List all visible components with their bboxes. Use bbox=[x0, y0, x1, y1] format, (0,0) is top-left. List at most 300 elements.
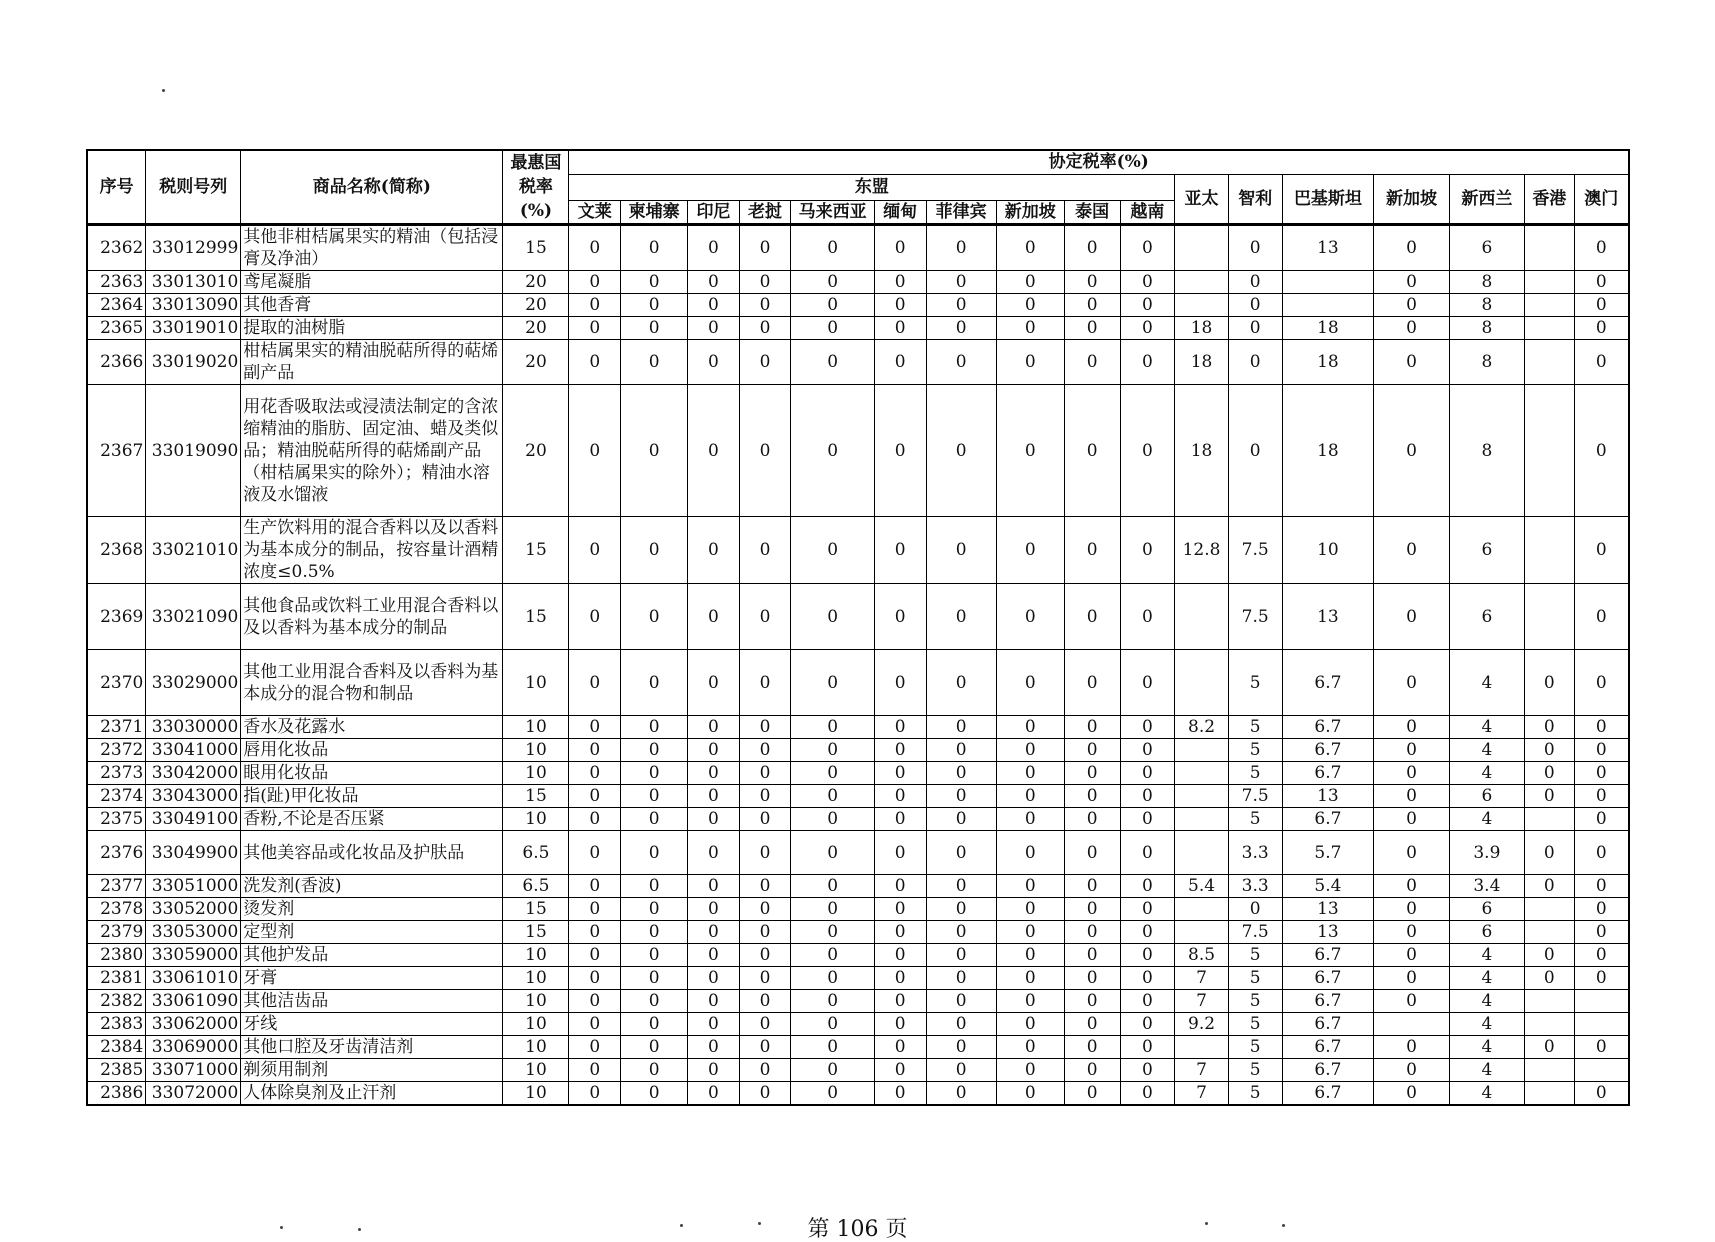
cell-other-rate: 0 bbox=[1574, 967, 1629, 990]
cell-asean-rate: 0 bbox=[1120, 385, 1175, 517]
cell-other-rate: 8 bbox=[1449, 294, 1524, 317]
cell-other-rate: 6 bbox=[1449, 584, 1524, 650]
cell-asean-rate: 0 bbox=[739, 517, 791, 584]
cell-asean-rate: 0 bbox=[791, 967, 875, 990]
cell-other-rate bbox=[1525, 385, 1575, 517]
cell-name: 其他香膏 bbox=[241, 294, 503, 317]
cell-other-rate: 13 bbox=[1282, 225, 1374, 271]
cell-asean-rate: 0 bbox=[874, 967, 926, 990]
cell-other-rate: 0 bbox=[1374, 317, 1449, 340]
cell-asean-rate: 0 bbox=[791, 762, 875, 785]
cell-other-rate: 18 bbox=[1282, 340, 1374, 385]
cell-asean-rate: 0 bbox=[996, 921, 1064, 944]
cell-asean-rate: 0 bbox=[621, 317, 688, 340]
cell-other-rate: 0 bbox=[1525, 831, 1575, 875]
cell-seq: 2385 bbox=[87, 1059, 146, 1082]
cell-other-rate: 0 bbox=[1374, 762, 1449, 785]
cell-other-rate: 0 bbox=[1228, 294, 1282, 317]
cell-asean-rate: 0 bbox=[739, 875, 791, 898]
table-row bbox=[87, 762, 1629, 785]
cell-seq: 2369 bbox=[87, 584, 146, 650]
cell-seq: 2365 bbox=[87, 317, 146, 340]
cell-other-rate: 0 bbox=[1574, 1082, 1629, 1106]
cell-asean-rate: 0 bbox=[569, 831, 621, 875]
cell-code: 33012999 bbox=[146, 225, 241, 271]
table-row bbox=[87, 584, 1629, 650]
cell-other-rate: 5 bbox=[1228, 739, 1282, 762]
cell-asean-rate: 0 bbox=[688, 1059, 740, 1082]
cell-asean-rate: 0 bbox=[996, 517, 1064, 584]
cell-asean-rate: 0 bbox=[874, 294, 926, 317]
cell-seq: 2363 bbox=[87, 271, 146, 294]
cell-asean-rate: 0 bbox=[1120, 650, 1175, 716]
cell-other-rate: 18 bbox=[1175, 340, 1229, 385]
header-asean-country: 柬埔寨 bbox=[621, 201, 688, 225]
cell-asean-rate: 0 bbox=[926, 762, 996, 785]
cell-asean-rate: 0 bbox=[569, 385, 621, 517]
cell-asean-rate: 0 bbox=[621, 967, 688, 990]
cell-asean-rate: 0 bbox=[1120, 1013, 1175, 1036]
cell-other-rate: 0 bbox=[1574, 875, 1629, 898]
cell-other-rate: 0 bbox=[1574, 808, 1629, 831]
cell-name: 定型剂 bbox=[241, 921, 503, 944]
cell-asean-rate: 0 bbox=[926, 340, 996, 385]
cell-mfn: 10 bbox=[503, 716, 569, 739]
cell-asean-rate: 0 bbox=[739, 1082, 791, 1106]
cell-asean-rate: 0 bbox=[874, 875, 926, 898]
table-row bbox=[87, 921, 1629, 944]
cell-asean-rate: 0 bbox=[739, 1059, 791, 1082]
cell-other-rate bbox=[1282, 294, 1374, 317]
cell-other-rate: 7.5 bbox=[1228, 921, 1282, 944]
cell-other-rate bbox=[1574, 1013, 1629, 1036]
cell-other-rate: 0 bbox=[1228, 271, 1282, 294]
cell-asean-rate: 0 bbox=[926, 1036, 996, 1059]
cell-asean-rate: 0 bbox=[739, 921, 791, 944]
cell-asean-rate: 0 bbox=[739, 294, 791, 317]
cell-name: 生产饮料用的混合香料以及以香料为基本成分的制品，按容量计酒精浓度≤0.5% bbox=[241, 517, 503, 584]
cell-asean-rate: 0 bbox=[791, 584, 875, 650]
cell-name: 香粉,不论是否压紧 bbox=[241, 808, 503, 831]
cell-asean-rate: 0 bbox=[1120, 875, 1175, 898]
cell-other-rate: 6.7 bbox=[1282, 716, 1374, 739]
cell-seq: 2378 bbox=[87, 898, 146, 921]
cell-asean-rate: 0 bbox=[739, 271, 791, 294]
cell-asean-rate: 0 bbox=[1064, 650, 1120, 716]
cell-other-rate: 8 bbox=[1449, 317, 1524, 340]
cell-other-rate bbox=[1175, 271, 1229, 294]
cell-mfn: 6.5 bbox=[503, 875, 569, 898]
cell-asean-rate: 0 bbox=[739, 385, 791, 517]
header-mfn bbox=[503, 150, 569, 225]
cell-asean-rate: 0 bbox=[1064, 967, 1120, 990]
cell-other-rate: 5 bbox=[1228, 1059, 1282, 1082]
cell-other-rate: 0 bbox=[1374, 225, 1449, 271]
cell-asean-rate: 0 bbox=[1120, 1059, 1175, 1082]
cell-asean-rate: 0 bbox=[688, 385, 740, 517]
cell-asean-rate: 0 bbox=[569, 716, 621, 739]
cell-asean-rate: 0 bbox=[874, 317, 926, 340]
cell-asean-rate: 0 bbox=[1120, 1082, 1175, 1106]
header-name: 商品名称(简称) bbox=[241, 150, 503, 225]
cell-asean-rate: 0 bbox=[791, 921, 875, 944]
cell-asean-rate: 0 bbox=[688, 967, 740, 990]
cell-other-rate: 4 bbox=[1449, 808, 1524, 831]
cell-other-rate: 5 bbox=[1228, 1036, 1282, 1059]
cell-other-rate: 0 bbox=[1574, 762, 1629, 785]
cell-code: 33021010 bbox=[146, 517, 241, 584]
cell-asean-rate: 0 bbox=[688, 716, 740, 739]
cell-asean-rate: 0 bbox=[688, 271, 740, 294]
cell-asean-rate: 0 bbox=[1064, 762, 1120, 785]
cell-other-rate: 7.5 bbox=[1228, 517, 1282, 584]
table-row bbox=[87, 990, 1629, 1013]
cell-other-rate: 5 bbox=[1228, 808, 1282, 831]
cell-asean-rate: 0 bbox=[739, 1013, 791, 1036]
cell-other-rate: 0 bbox=[1574, 317, 1629, 340]
cell-other-rate: 7 bbox=[1175, 1059, 1229, 1082]
cell-asean-rate: 0 bbox=[569, 967, 621, 990]
table-row bbox=[87, 967, 1629, 990]
cell-name: 其他口腔及牙齿清洁剂 bbox=[241, 1036, 503, 1059]
cell-seq: 2376 bbox=[87, 831, 146, 875]
cell-mfn: 20 bbox=[503, 271, 569, 294]
cell-asean-rate: 0 bbox=[1120, 990, 1175, 1013]
cell-other-rate: 6 bbox=[1449, 785, 1524, 808]
table-row bbox=[87, 1036, 1629, 1059]
header-asean-country: 印尼 bbox=[688, 201, 740, 225]
cell-asean-rate: 0 bbox=[621, 225, 688, 271]
table-row bbox=[87, 785, 1629, 808]
cell-other-rate bbox=[1175, 762, 1229, 785]
cell-asean-rate: 0 bbox=[569, 762, 621, 785]
cell-name: 烫发剂 bbox=[241, 898, 503, 921]
cell-asean-rate: 0 bbox=[1120, 785, 1175, 808]
cell-other-rate: 7.5 bbox=[1228, 584, 1282, 650]
cell-other-rate: 5.4 bbox=[1282, 875, 1374, 898]
header-asean-country: 文莱 bbox=[569, 201, 621, 225]
cell-other-rate: 6.7 bbox=[1282, 967, 1374, 990]
cell-code: 33071000 bbox=[146, 1059, 241, 1082]
cell-asean-rate: 0 bbox=[621, 385, 688, 517]
cell-asean-rate: 0 bbox=[791, 944, 875, 967]
cell-seq: 2380 bbox=[87, 944, 146, 967]
scan-speck bbox=[162, 89, 165, 92]
cell-name: 香水及花露水 bbox=[241, 716, 503, 739]
cell-asean-rate: 0 bbox=[1064, 808, 1120, 831]
cell-name: 其他非柑桔属果实的精油（包括浸膏及净油） bbox=[241, 225, 503, 271]
cell-mfn: 10 bbox=[503, 967, 569, 990]
cell-asean-rate: 0 bbox=[569, 1036, 621, 1059]
cell-seq: 2371 bbox=[87, 716, 146, 739]
cell-asean-rate: 0 bbox=[1064, 898, 1120, 921]
cell-other-rate: 0 bbox=[1374, 271, 1449, 294]
cell-mfn: 10 bbox=[503, 1013, 569, 1036]
cell-other-rate: 6.7 bbox=[1282, 990, 1374, 1013]
cell-asean-rate: 0 bbox=[926, 317, 996, 340]
cell-seq: 2384 bbox=[87, 1036, 146, 1059]
cell-name: 其他食品或饮料工业用混合香料以及以香料为基本成分的制品 bbox=[241, 584, 503, 650]
cell-asean-rate: 0 bbox=[791, 898, 875, 921]
cell-mfn: 6.5 bbox=[503, 831, 569, 875]
cell-other-rate: 3.4 bbox=[1449, 875, 1524, 898]
cell-other-rate bbox=[1175, 808, 1229, 831]
cell-other-rate: 18 bbox=[1175, 385, 1229, 517]
header-asean-country: 菲律宾 bbox=[926, 201, 996, 225]
cell-asean-rate: 0 bbox=[688, 584, 740, 650]
cell-asean-rate: 0 bbox=[874, 1059, 926, 1082]
cell-other-rate: 0 bbox=[1525, 1036, 1575, 1059]
table-row bbox=[87, 898, 1629, 921]
cell-asean-rate: 0 bbox=[874, 716, 926, 739]
cell-code: 33051000 bbox=[146, 875, 241, 898]
cell-mfn: 10 bbox=[503, 1036, 569, 1059]
cell-asean-rate: 0 bbox=[926, 385, 996, 517]
cell-other-rate: 0 bbox=[1374, 1082, 1449, 1106]
cell-asean-rate: 0 bbox=[569, 340, 621, 385]
cell-asean-rate: 0 bbox=[621, 650, 688, 716]
cell-seq: 2375 bbox=[87, 808, 146, 831]
cell-asean-rate: 0 bbox=[569, 317, 621, 340]
cell-other-rate: 6.7 bbox=[1282, 762, 1374, 785]
cell-other-rate: 0 bbox=[1374, 808, 1449, 831]
cell-asean-rate: 0 bbox=[996, 739, 1064, 762]
cell-other-rate: 6.7 bbox=[1282, 1082, 1374, 1106]
cell-asean-rate: 0 bbox=[1120, 898, 1175, 921]
cell-mfn: 15 bbox=[503, 225, 569, 271]
cell-asean-rate: 0 bbox=[996, 808, 1064, 831]
cell-asean-rate: 0 bbox=[569, 944, 621, 967]
cell-asean-rate: 0 bbox=[739, 739, 791, 762]
cell-name: 其他工业用混合香料及以香料为基本成分的混合物和制品 bbox=[241, 650, 503, 716]
cell-asean-rate: 0 bbox=[739, 898, 791, 921]
cell-seq: 2364 bbox=[87, 294, 146, 317]
cell-asean-rate: 0 bbox=[621, 898, 688, 921]
header-asean-country: 缅甸 bbox=[874, 201, 926, 225]
cell-asean-rate: 0 bbox=[739, 584, 791, 650]
cell-other-rate: 0 bbox=[1525, 967, 1575, 990]
cell-other-rate: 0 bbox=[1374, 831, 1449, 875]
cell-other-rate: 8 bbox=[1449, 271, 1524, 294]
cell-other-rate: 0 bbox=[1374, 517, 1449, 584]
cell-asean-rate: 0 bbox=[1064, 875, 1120, 898]
cell-other-rate bbox=[1175, 739, 1229, 762]
cell-asean-rate: 0 bbox=[688, 898, 740, 921]
cell-mfn: 20 bbox=[503, 317, 569, 340]
cell-seq: 2370 bbox=[87, 650, 146, 716]
cell-other-rate bbox=[1175, 921, 1229, 944]
cell-other-rate: 18 bbox=[1282, 385, 1374, 517]
cell-code: 33049100 bbox=[146, 808, 241, 831]
cell-code: 33030000 bbox=[146, 716, 241, 739]
cell-mfn: 10 bbox=[503, 944, 569, 967]
cell-asean-rate: 0 bbox=[791, 716, 875, 739]
cell-seq: 2372 bbox=[87, 739, 146, 762]
cell-asean-rate: 0 bbox=[874, 225, 926, 271]
cell-seq: 2382 bbox=[87, 990, 146, 1013]
cell-asean-rate: 0 bbox=[996, 225, 1064, 271]
cell-asean-rate: 0 bbox=[688, 650, 740, 716]
cell-seq: 2362 bbox=[87, 225, 146, 271]
cell-asean-rate: 0 bbox=[569, 650, 621, 716]
cell-asean-rate: 0 bbox=[1064, 1082, 1120, 1106]
cell-other-rate: 10 bbox=[1282, 517, 1374, 584]
cell-code: 33053000 bbox=[146, 921, 241, 944]
cell-asean-rate: 0 bbox=[874, 584, 926, 650]
cell-asean-rate: 0 bbox=[621, 921, 688, 944]
cell-other-rate: 0 bbox=[1374, 921, 1449, 944]
cell-asean-rate: 0 bbox=[1064, 990, 1120, 1013]
table-row bbox=[87, 340, 1629, 385]
cell-code: 33013010 bbox=[146, 271, 241, 294]
header-asean-country: 老挝 bbox=[739, 201, 791, 225]
cell-asean-rate: 0 bbox=[688, 739, 740, 762]
cell-asean-rate: 0 bbox=[874, 831, 926, 875]
cell-asean-rate: 0 bbox=[688, 1082, 740, 1106]
cell-other-rate: 0 bbox=[1525, 739, 1575, 762]
table-row bbox=[87, 294, 1629, 317]
table-row bbox=[87, 317, 1629, 340]
cell-asean-rate: 0 bbox=[996, 650, 1064, 716]
cell-code: 33021090 bbox=[146, 584, 241, 650]
cell-other-rate bbox=[1525, 1013, 1575, 1036]
cell-asean-rate: 0 bbox=[791, 1059, 875, 1082]
header-asean-country: 新加坡 bbox=[996, 201, 1064, 225]
cell-other-rate: 13 bbox=[1282, 921, 1374, 944]
cell-asean-rate: 0 bbox=[739, 317, 791, 340]
table-row bbox=[87, 1059, 1629, 1082]
cell-asean-rate: 0 bbox=[739, 808, 791, 831]
cell-asean-rate: 0 bbox=[569, 271, 621, 294]
cell-other-rate bbox=[1525, 317, 1575, 340]
header-other-1: 智利 bbox=[1228, 174, 1282, 225]
cell-other-rate: 4 bbox=[1449, 1013, 1524, 1036]
cell-asean-rate: 0 bbox=[926, 584, 996, 650]
cell-asean-rate: 0 bbox=[926, 1059, 996, 1082]
table-row bbox=[87, 944, 1629, 967]
cell-asean-rate: 0 bbox=[621, 517, 688, 584]
cell-asean-rate: 0 bbox=[1064, 517, 1120, 584]
cell-asean-rate: 0 bbox=[926, 716, 996, 739]
cell-other-rate: 0 bbox=[1228, 385, 1282, 517]
cell-asean-rate: 0 bbox=[926, 739, 996, 762]
cell-asean-rate: 0 bbox=[791, 785, 875, 808]
cell-name: 牙膏 bbox=[241, 967, 503, 990]
cell-other-rate: 0 bbox=[1525, 785, 1575, 808]
cell-asean-rate: 0 bbox=[621, 831, 688, 875]
cell-asean-rate: 0 bbox=[621, 716, 688, 739]
cell-other-rate: 0 bbox=[1574, 584, 1629, 650]
table-row bbox=[87, 1082, 1629, 1106]
cell-name: 其他美容品或化妆品及护肤品 bbox=[241, 831, 503, 875]
header-asean-country: 马来西亚 bbox=[791, 201, 875, 225]
cell-asean-rate: 0 bbox=[621, 1082, 688, 1106]
cell-asean-rate: 0 bbox=[569, 584, 621, 650]
cell-other-rate: 0 bbox=[1374, 967, 1449, 990]
cell-code: 33061090 bbox=[146, 990, 241, 1013]
cell-other-rate: 0 bbox=[1525, 944, 1575, 967]
cell-asean-rate: 0 bbox=[1120, 944, 1175, 967]
cell-asean-rate: 0 bbox=[569, 875, 621, 898]
header-other-6: 澳门 bbox=[1574, 174, 1629, 225]
cell-name: 剃须用制剂 bbox=[241, 1059, 503, 1082]
cell-asean-rate: 0 bbox=[569, 1059, 621, 1082]
cell-asean-rate: 0 bbox=[1120, 294, 1175, 317]
cell-other-rate: 0 bbox=[1574, 944, 1629, 967]
cell-code: 33049900 bbox=[146, 831, 241, 875]
cell-asean-rate: 0 bbox=[874, 808, 926, 831]
cell-other-rate: 9.2 bbox=[1175, 1013, 1229, 1036]
cell-mfn: 10 bbox=[503, 1059, 569, 1082]
cell-other-rate: 0 bbox=[1574, 1036, 1629, 1059]
cell-name: 牙线 bbox=[241, 1013, 503, 1036]
cell-asean-rate: 0 bbox=[874, 340, 926, 385]
cell-asean-rate: 0 bbox=[621, 944, 688, 967]
cell-other-rate bbox=[1175, 831, 1229, 875]
cell-code: 33013090 bbox=[146, 294, 241, 317]
table-row bbox=[87, 875, 1629, 898]
cell-asean-rate: 0 bbox=[1064, 739, 1120, 762]
cell-code: 33029000 bbox=[146, 650, 241, 716]
cell-asean-rate: 0 bbox=[569, 517, 621, 584]
cell-asean-rate: 0 bbox=[874, 1082, 926, 1106]
cell-asean-rate: 0 bbox=[791, 294, 875, 317]
cell-asean-rate: 0 bbox=[791, 650, 875, 716]
cell-asean-rate: 0 bbox=[791, 990, 875, 1013]
cell-asean-rate: 0 bbox=[688, 944, 740, 967]
cell-other-rate: 0 bbox=[1574, 898, 1629, 921]
cell-asean-rate: 0 bbox=[996, 1082, 1064, 1106]
table-row bbox=[87, 739, 1629, 762]
cell-other-rate: 5 bbox=[1228, 1013, 1282, 1036]
cell-other-rate: 0 bbox=[1574, 340, 1629, 385]
cell-other-rate: 0 bbox=[1574, 650, 1629, 716]
header-code: 税则号列 bbox=[146, 150, 241, 225]
cell-asean-rate: 0 bbox=[739, 990, 791, 1013]
cell-asean-rate: 0 bbox=[621, 1059, 688, 1082]
cell-asean-rate: 0 bbox=[688, 831, 740, 875]
cell-other-rate: 0 bbox=[1574, 294, 1629, 317]
cell-seq: 2368 bbox=[87, 517, 146, 584]
cell-asean-rate: 0 bbox=[688, 762, 740, 785]
cell-asean-rate: 0 bbox=[569, 785, 621, 808]
cell-other-rate bbox=[1525, 921, 1575, 944]
cell-seq: 2374 bbox=[87, 785, 146, 808]
cell-asean-rate: 0 bbox=[996, 898, 1064, 921]
cell-other-rate: 4 bbox=[1449, 716, 1524, 739]
header-asean-country: 泰国 bbox=[1064, 201, 1120, 225]
cell-asean-rate: 0 bbox=[688, 1036, 740, 1059]
cell-asean-rate: 0 bbox=[874, 898, 926, 921]
cell-asean-rate: 0 bbox=[996, 584, 1064, 650]
cell-other-rate: 5 bbox=[1228, 650, 1282, 716]
cell-asean-rate: 0 bbox=[791, 517, 875, 584]
cell-asean-rate: 0 bbox=[996, 990, 1064, 1013]
cell-other-rate bbox=[1525, 898, 1575, 921]
cell-other-rate: 4 bbox=[1449, 762, 1524, 785]
cell-asean-rate: 0 bbox=[739, 762, 791, 785]
cell-asean-rate: 0 bbox=[569, 898, 621, 921]
cell-code: 33072000 bbox=[146, 1082, 241, 1106]
cell-asean-rate: 0 bbox=[739, 1036, 791, 1059]
cell-asean-rate: 0 bbox=[996, 1013, 1064, 1036]
cell-asean-rate: 0 bbox=[996, 944, 1064, 967]
cell-asean-rate: 0 bbox=[621, 1013, 688, 1036]
cell-code: 33052000 bbox=[146, 898, 241, 921]
cell-asean-rate: 0 bbox=[1064, 225, 1120, 271]
cell-asean-rate: 0 bbox=[791, 225, 875, 271]
table-row bbox=[87, 716, 1629, 739]
